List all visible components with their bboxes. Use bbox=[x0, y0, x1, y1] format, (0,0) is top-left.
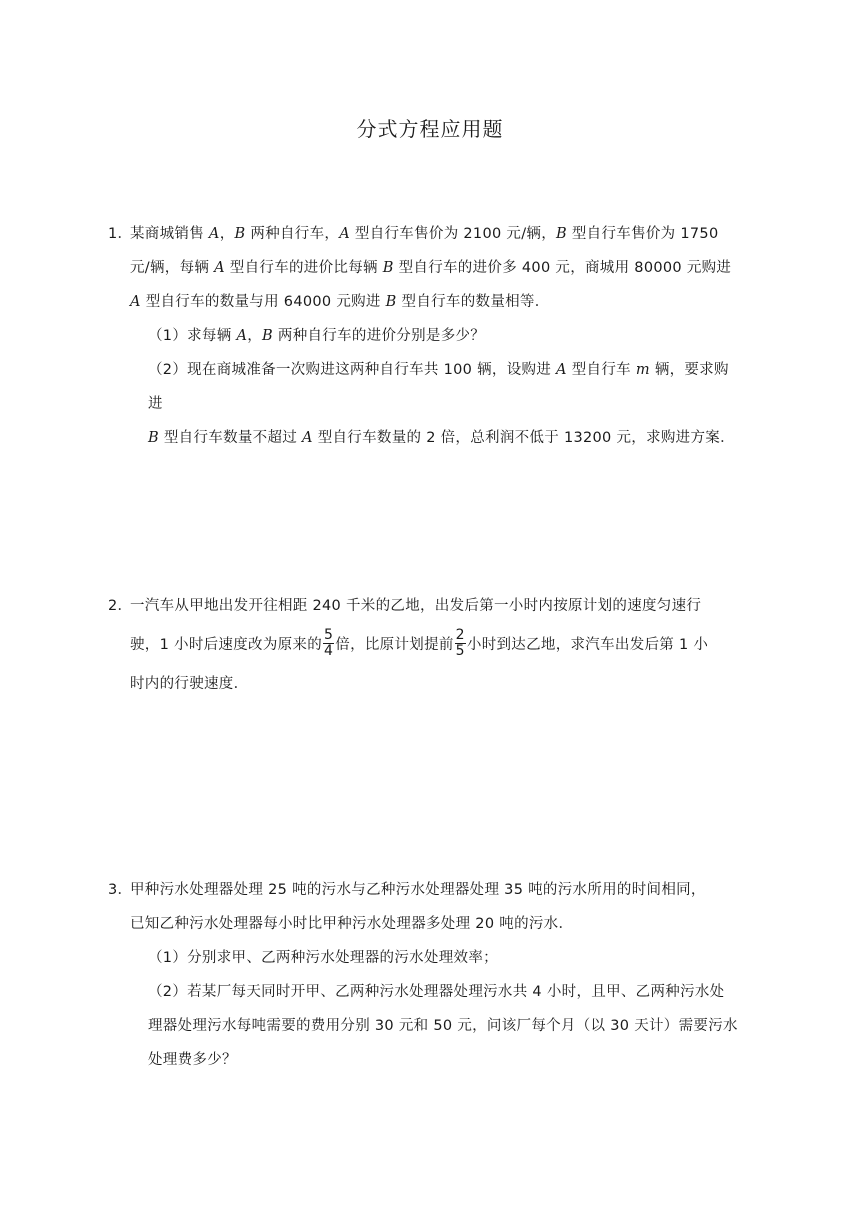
question-3-part-1: （1）分别求甲、乙两种污水处理器的污水处理效率； bbox=[148, 950, 498, 966]
question-1: 1．某商城销售 A，B 两种自行车，A 型自行车售价为 2100 元/辆，B 型自行车售价为 1750 元/辆，每辆 A 型自行车的进价比每辆 B 型自行车的进价多 400 元，商城用 80000 元购进 A 型自行车的数量与用 64000 元购进 B 型自行车的数量相等． bbox=[130, 217, 735, 319]
page-title: 分式方程应用题 bbox=[356, 117, 504, 141]
question-number: 2． bbox=[108, 598, 133, 614]
fraction-two-fifths: $\frac{2}{5}$ bbox=[455, 626, 465, 659]
question-3: 3．甲种污水处理器处理 25 吨的污水与乙种污水处理器处理 35 吨的污水所用的时间相同， 已知乙种污水处理器每小时比甲种污水处理器多处理 20 吨的污水． bbox=[130, 873, 735, 941]
question-2: 2．一汽车从甲地出发开往相距 240 千米的乙地，出发后第一小时内按原计划的速度匀速行 驶，1 小时后速度改为原来的 $\frac{5}{4}$ 倍，比原计划提前 $\frac{2}{5}$ 小时到达乙地，求汽车出发后第 1 小 时内的行驶速度． bbox=[130, 589, 735, 701]
question-3-part-2: （2）若某厂每天同时开甲、乙两种污水处理器处理污水共 4 小时，且甲、乙两种污水处 理器处理污水每吨需要的费用分别 30 元和 50 元，问该厂每个月（以 30 天计）需要污水 处理费多少？ bbox=[148, 984, 738, 1068]
question-number: 3． bbox=[108, 882, 133, 898]
question-1-part-2: （2）现在商城准备一次购进这两种自行车共 100 辆，设购进 A 型自行车 m 辆，要求购进 B 型自行车数量不超过 A 型自行车数量的 2 倍，总利润不低于 13200 元，求购进方案． bbox=[148, 362, 735, 446]
fraction-five-fourths: $\frac{5}{4}$ bbox=[324, 626, 334, 659]
question-1-part-1: （1）求每辆 A，B 两种自行车的进价分别是多少？ bbox=[148, 328, 486, 344]
question-number: 1． bbox=[108, 226, 133, 242]
